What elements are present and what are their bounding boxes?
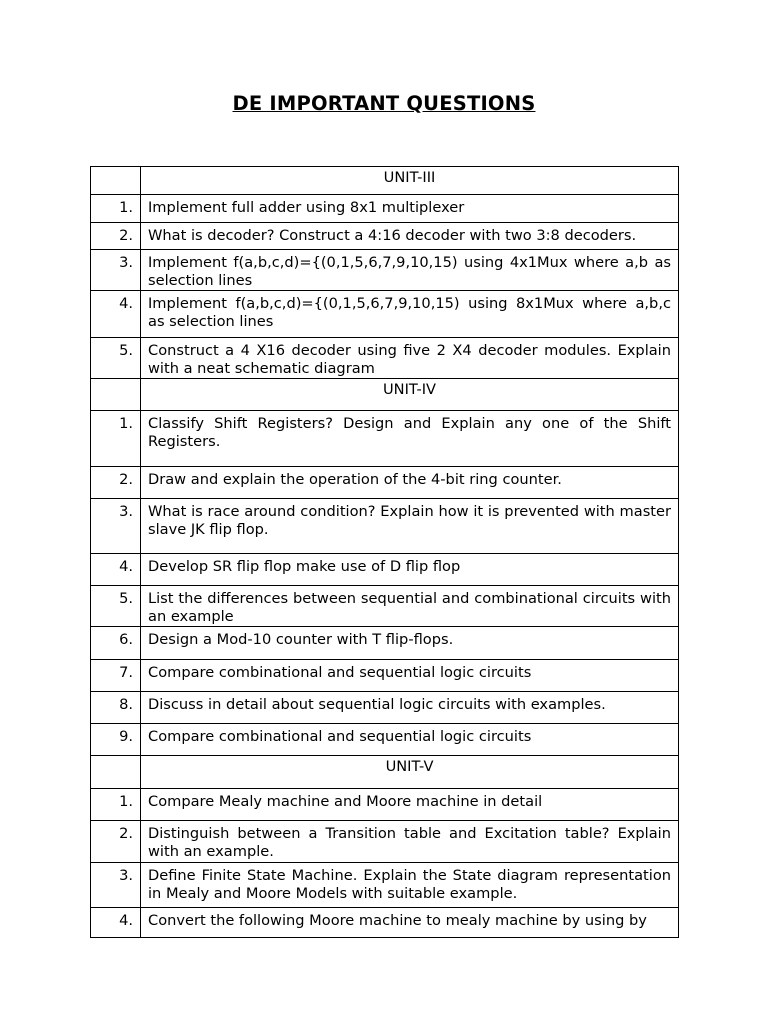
question-text: What is decoder? Construct a 4:16 decoder with two 3:8 decoders. [141, 223, 679, 250]
question-text: Discuss in detail about sequential logic circuits with examples. [141, 692, 679, 724]
question-text: Define Finite State Machine. Explain the State diagram representation in Mealy and Moore Models with suitable example. [141, 863, 679, 908]
question-row [91, 692, 679, 724]
question-text: Distinguish between a Transition table and Excitation table? Explain with an example. [141, 821, 679, 863]
question-text: Compare combinational and sequential logic circuits [141, 724, 679, 756]
unit-number-cell [91, 379, 141, 411]
questions-table [90, 166, 679, 938]
page-title: DE IMPORTANT QUESTIONS [232, 92, 536, 115]
question-number: 6. [91, 627, 141, 660]
question-row [91, 789, 679, 821]
question-number: 4. [91, 908, 141, 938]
unit-number-cell [91, 167, 141, 195]
question-number: 9. [91, 724, 141, 756]
question-row [91, 223, 679, 250]
question-text: Convert the following Moore machine to mealy machine by using by [141, 908, 679, 938]
question-number: 3. [91, 499, 141, 554]
unit-title: UNIT-IV [141, 379, 679, 411]
question-number: 1. [91, 789, 141, 821]
question-text: What is race around condition? Explain how it is prevented with master slave JK flip flop. [141, 499, 679, 554]
question-number: 3. [91, 863, 141, 908]
question-text: Implement f(a,b,c,d)={(0,1,5,6,7,9,10,15) using 8x1Mux where a,b,c as selection lines [141, 291, 679, 338]
question-text: Compare combinational and sequential logic circuits [141, 660, 679, 692]
question-number: 2. [91, 223, 141, 250]
unit-header-row [91, 379, 679, 411]
question-row [91, 863, 679, 908]
question-row [91, 724, 679, 756]
unit-header-row [91, 167, 679, 195]
question-text: Construct a 4 X16 decoder using five 2 X4 decoder modules. Explain with a neat schematic diagram [141, 338, 679, 379]
question-row [91, 467, 679, 499]
unit-header-row [91, 756, 679, 789]
question-number: 8. [91, 692, 141, 724]
question-number: 2. [91, 821, 141, 863]
question-row [91, 195, 679, 223]
question-row [91, 499, 679, 554]
unit-title: UNIT-V [141, 756, 679, 789]
question-row [91, 338, 679, 379]
question-number: 5. [91, 338, 141, 379]
question-row [91, 586, 679, 627]
question-number: 2. [91, 467, 141, 499]
question-row [91, 250, 679, 291]
question-row [91, 291, 679, 338]
question-text: Implement full adder using 8x1 multiplexer [141, 195, 679, 223]
question-number: 1. [91, 195, 141, 223]
question-number: 7. [91, 660, 141, 692]
question-text: Classify Shift Registers? Design and Explain any one of the Shift Registers. [141, 411, 679, 467]
question-number: 3. [91, 250, 141, 291]
question-text: List the differences between sequential and combinational circuits with an example [141, 586, 679, 627]
question-row [91, 660, 679, 692]
question-number: 4. [91, 554, 141, 586]
unit-number-cell [91, 756, 141, 789]
question-text: Implement f(a,b,c,d)={(0,1,5,6,7,9,10,15) using 4x1Mux where a,b as selection lines [141, 250, 679, 291]
question-text: Develop SR flip flop make use of D flip flop [141, 554, 679, 586]
unit-title: UNIT-III [141, 167, 679, 195]
question-text: Draw and explain the operation of the 4-bit ring counter. [141, 467, 679, 499]
question-row [91, 627, 679, 660]
question-number: 1. [91, 411, 141, 467]
question-number: 4. [91, 291, 141, 338]
question-text: Design a Mod-10 counter with T flip-flops. [141, 627, 679, 660]
question-row [91, 908, 679, 938]
question-text: Compare Mealy machine and Moore machine in detail [141, 789, 679, 821]
question-row [91, 821, 679, 863]
question-row [91, 411, 679, 467]
question-row [91, 554, 679, 586]
question-number: 5. [91, 586, 141, 627]
